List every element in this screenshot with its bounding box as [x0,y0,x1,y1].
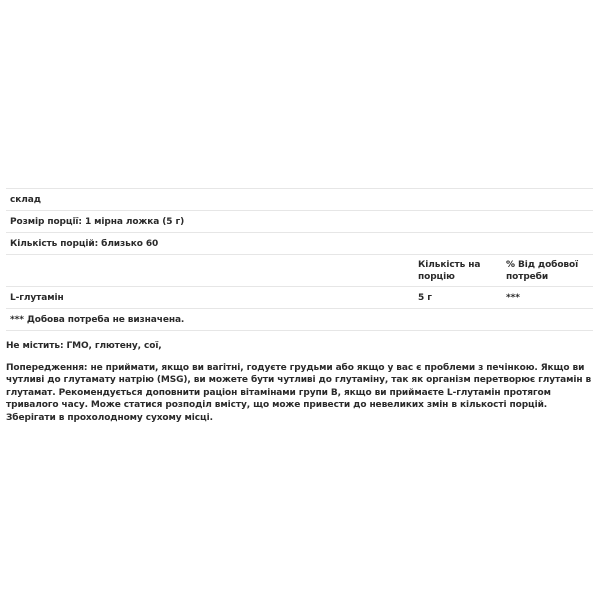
ingredient-amount: 5 г [418,292,432,303]
header-amount-per-serving: Кількість на порцію [418,259,481,282]
daily-value-note-row [6,309,593,331]
free-from-statement: Не містить: ГМО, глютену, сої, [6,341,162,351]
warning-text: Попередження: не приймати, якщо ви вагітні, годуєте грудьми або якщо у вас є проблеми з печінкою. Якщо ви чутливі до глутамату натрію (MSG), ви можете бути чутливі до глутаміну, так як організм перетворює глутамін в глутамат. Рекомендується доповнити раціон вітамінами групи B, якщо ви приймаєте L-глутамін протягом тривалого часу. Може статися розподіл вмісту, що може привести до невеликих змін в кількості порцій. Зберігати в прохолодному сухому місці. [6,362,592,423]
serving-size-row [6,211,593,233]
daily-value-note: *** Добова потреба не визначена. [10,314,185,325]
facts-title-row [6,189,593,211]
ingredient-name: L-глутамін [10,292,64,303]
supplement-facts-table [6,188,593,331]
servings-per-container-row [6,233,593,255]
table-header-row [6,255,593,287]
ingredient-daily-value: *** [506,292,520,303]
product-notes [6,340,596,424]
servings-per-container: Кількість порцій: близько 60 [10,238,159,249]
serving-size: Розмір порції: 1 мірна ложка (5 г) [10,216,185,227]
facts-title: склад [10,194,41,205]
header-daily-value: % Від добової потреби [506,259,579,282]
table-row [6,287,593,309]
